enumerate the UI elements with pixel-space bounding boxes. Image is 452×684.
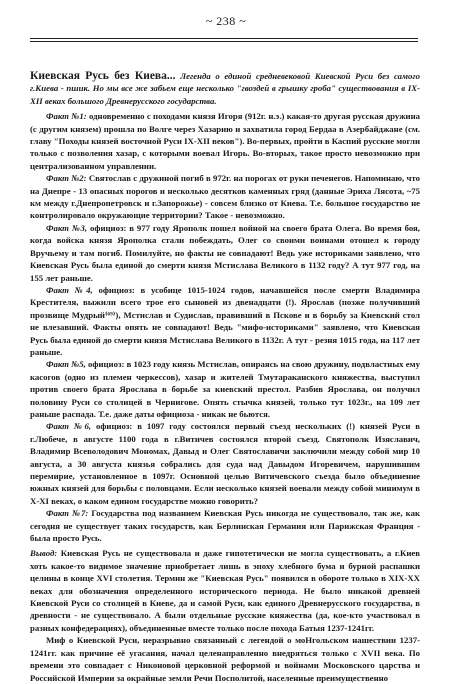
article-title: Киевская Русь без Киева... [30,70,176,82]
fact-paragraph-5 [30,358,420,420]
fact-label: Факт №3, [46,222,88,233]
fact-label: Факт №6, [46,421,92,432]
article-intro [30,70,420,107]
fact-text: официоз: в 1023 году князь Мстислав, опираясь на свою дружину, подвластных ему касогов (одно из племен черкессов), хазар и жителей Тмутараканского княжества, выступил против своего брата Ярослава в борьбе за киевский престол. Разбив Ярослава, он получил половину Руси со столицей в Чернигове. Опять стычка князей, только тут 1023г., на 109 лет раньше распада. Т.е. даже даты официоза - никак не бьются. [30,359,420,419]
intro-text: Легенда о единой средневековой Киевской Руси без самого г.Киева - пшик. Но мы все же забьем еще несколько "гвоздей в грышку гроба" существования в IX-XII веках большого Древнерусского государства. [30,71,420,106]
fact-text: официоз: в 977 году Ярополк пошел войной на своего брата Олега. Во время боя, когда войска князя Ярополка стали побеждать, Олег со своими воинами отошел к городу Вручьему и там погиб. Помилуйте, но факты не совпадают! Ведь уже историками заявлено, что Киевская Русь была единой до смерти князя Мстислава Великого в 1132 году? А тут 977 год, на 155 лет раньше. [30,222,420,283]
page-number: ~ 238 ~ [205,14,247,28]
fact-paragraph-3 [30,222,420,284]
fact-label: Факт №5, [46,359,86,370]
fact-paragraph-4 [30,284,420,358]
fact-text: Государства под названием Киевская Русь никогда не существовало, так же, как сегодня не существует таких государств, как Берлинская Германия или Парижская Франция - была просто Русь. [30,508,421,544]
fact-text: одновременно с походами князя Игоря (912г. н.э.) какая-то другая русская дружина (с другим князем) прошла по Волге через Хазарию и захватила город Бердаа в Азербайджане (см. главу "Походы князей восточной Руси IX-XII веков"). Во-первых, пройти в Каспий русские могли только с позволения хазар, с которыми воевал Игорь. Во-вторых, такое просто невозможно при централизованном управлении. [30,111,420,171]
fact-label: Факт №4, [46,284,93,295]
header-rule-top [30,38,418,39]
conclusion-text: Киевская Русь не существовала и даже гипотетически не могла существовать, а г.Киев хоть какое-то видимое значение приобретает лишь в эпоху хлебного бума и бурной распашки целины в конце XVI столетия. Термин же "Киевская Русь" появился в обороте только в XIX-XX веках для обозначения определенного исторического периода. Не было никакой древней Киевской Руси со столицей в Киеве, да и самой Руси, как единого Древнерусского государства, в древности - не существовало. А были отдельные русские княжества (да, кое-кто участвовал в разных конфедерациях), объединенные вместе только после похода Батыя 1237-1241гг. [30,548,420,633]
fact-label: Факт №7: [46,508,89,519]
fact-label: Факт №1: [46,111,87,122]
fact-paragraph-1 [30,110,420,172]
article-body [30,70,420,684]
header-rule-bottom [30,41,418,42]
fact-text: официоз: в 1097 году состоялся первый съезд нескольких (!) князей Руси в г.Любече, в августе 1100 года в г.Витичев состоялся второй съезд. Святополк Изяславич, Владимир Всеволодович Мономах, Давыд и Олег Святославичи заключили между собой мир 10 августа, а 30 августа князья собрались для суда над Давыдом Игоревичем, нарушившим перемирие, установленное в 1097г. Основной целью Витичевского съезда было объединение южных князей для борьбы с половцами. Если несколько князей воевали между собой минимум в X-XI веках, о каком едином государстве можно говорить? [30,421,420,506]
fact-paragraph-2 [30,172,420,222]
conclusion-paragraph [30,547,420,634]
fact-text: Святослав с дружиной погиб в 972г. на порогах от руки печенегов. Напоминаю, что на Днепре - 13 опасных порогов и несколько десятков каменных гряд (данные Эриха Лясота, ~75 км между г.Днепропетровск и г.Запорожье) - совсем близко от Киева. Т.е. большое государство не контролировало окружающие территории? Такое - невозможно. [30,173,420,221]
conclusion-label: Вывод: [30,548,58,559]
closing-paragraph: Миф о Киевской Руси, неразрывно связанный с легендой о моНгольском нашествии 1237-1241гг. как причине её угасания, начал целенаправленно внедряться только с XVII века. По времени это совпадает с Никоновой церковной реформой и войнами Московского царства и Российской Империи за окрайные земли Речи Посполитой, населенные преимущественно [30,635,420,683]
fact-text: официоз: в усобице 1015-1024 годов, начавшейся после смерти Владимира Крестителя, выжили всего трое его сыновей из двенадцати (!). Ярослав (позже получивший прозвище Мудрый⁽⁶⁹⁾), Мстислав и Судислав, правивший в Пскове и в борьбу за Киевский стол не влезавший. Факты опять не совпадают! Ведь "мифо-историками" заявлено, что Киевская Русь была единой до смерти князя Мстислава Великого в 1132г. А тут - резня 1015 года, на 117 лет раньше. [30,284,420,357]
fact-label: Факт №2: [46,173,87,184]
fact-paragraph-7 [30,507,420,544]
fact-paragraph-6 [30,420,420,507]
